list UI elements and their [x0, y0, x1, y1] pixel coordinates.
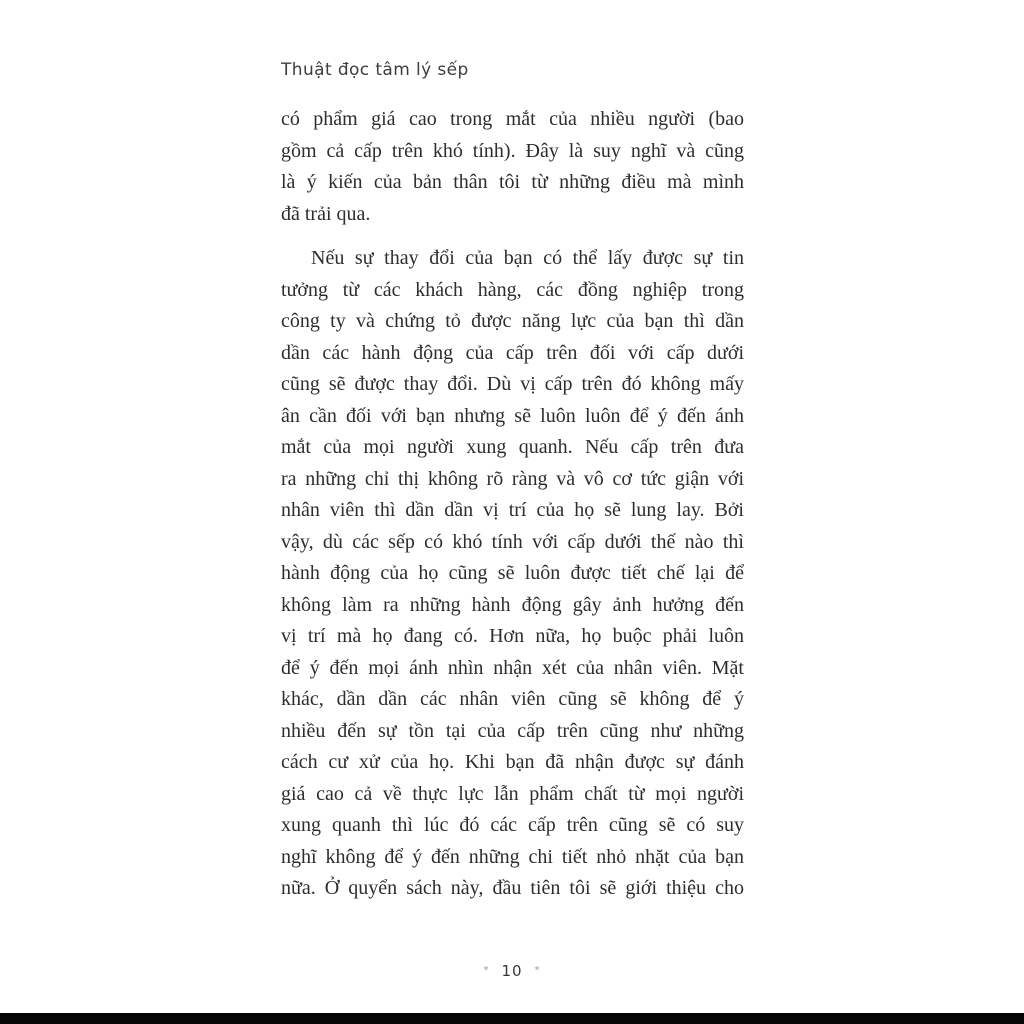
text-line: nhân viên thì dần dần vị trí của họ sẽ lung lay. Bởi: [281, 499, 744, 521]
text-line: hành động của họ cũng sẽ luôn được tiết chế lại để: [281, 562, 744, 584]
text-line: là ý kiến của bản thân tôi từ những điều mà mình: [281, 171, 744, 193]
text-line: vậy, dù các sếp có khó tính với cấp dưới thế nào thì: [281, 530, 744, 553]
text-line: xung quanh thì lúc đó các cấp trên cũng sẽ có suy: [281, 814, 744, 836]
text-line: cách cư xử của họ. Khi bạn đã nhận được sự đánh: [281, 751, 744, 773]
page-number: 10: [501, 962, 523, 980]
text-line: nghĩ không để ý đến những chi tiết nhỏ nhặt của bạn: [281, 845, 744, 868]
page-footer: [0, 962, 1024, 980]
text-line: tưởng từ các khách hàng, các đồng nghiệp trong: [281, 278, 744, 301]
body-text: [281, 104, 744, 905]
paragraph: [281, 104, 744, 230]
text-line: mắt của mọi người xung quanh. Nếu cấp trên đưa: [281, 436, 744, 458]
text-line: để ý đến mọi ánh nhìn nhận xét của nhân viên. Mặt: [281, 656, 744, 679]
scan-edge-bar: [0, 1013, 1024, 1024]
text-line: ra những chỉ thị không rõ ràng và vô cơ tức giận với: [281, 467, 744, 490]
paragraph: [281, 243, 744, 905]
text-line: cũng sẽ được thay đổi. Dù vị cấp trên đó không mấy: [281, 373, 744, 395]
text-line: không làm ra những hành động gây ảnh hưởng đến: [281, 593, 744, 616]
ornament-asterisk-icon: *: [534, 965, 541, 976]
text-line: đã trải qua.: [281, 202, 371, 225]
text-line: khác, dần dần các nhân viên cũng sẽ không để ý: [281, 688, 744, 710]
running-header: Thuật đọc tâm lý sếp: [281, 60, 469, 80]
text-line: nhiều đến sự tồn tại của cấp trên cũng như những: [281, 719, 744, 742]
text-line: có phẩm giá cao trong mắt của nhiều người (bao: [281, 108, 744, 130]
ornament-asterisk-icon: *: [483, 965, 490, 976]
text-line: dần các hành động của cấp trên đối với cấp dưới: [281, 341, 744, 364]
text-line: giá cao cả về thực lực lẫn phẩm chất từ mọi người: [281, 782, 744, 805]
text-line: nữa. Ở quyển sách này, đầu tiên tôi sẽ giới thiệu cho: [281, 877, 744, 899]
text-line: Nếu sự thay đổi của bạn có thể lấy được sự tin: [311, 247, 744, 269]
text-line: vị trí mà họ đang có. Hơn nữa, họ buộc phải luôn: [281, 625, 744, 647]
text-line: ân cần đối với bạn nhưng sẽ luôn luôn để ý đến ánh: [281, 404, 744, 427]
text-line: gồm cả cấp trên khó tính). Đây là suy nghĩ và cũng: [281, 139, 744, 162]
text-line: công ty và chứng tỏ được năng lực của bạn thì dần: [281, 310, 744, 332]
